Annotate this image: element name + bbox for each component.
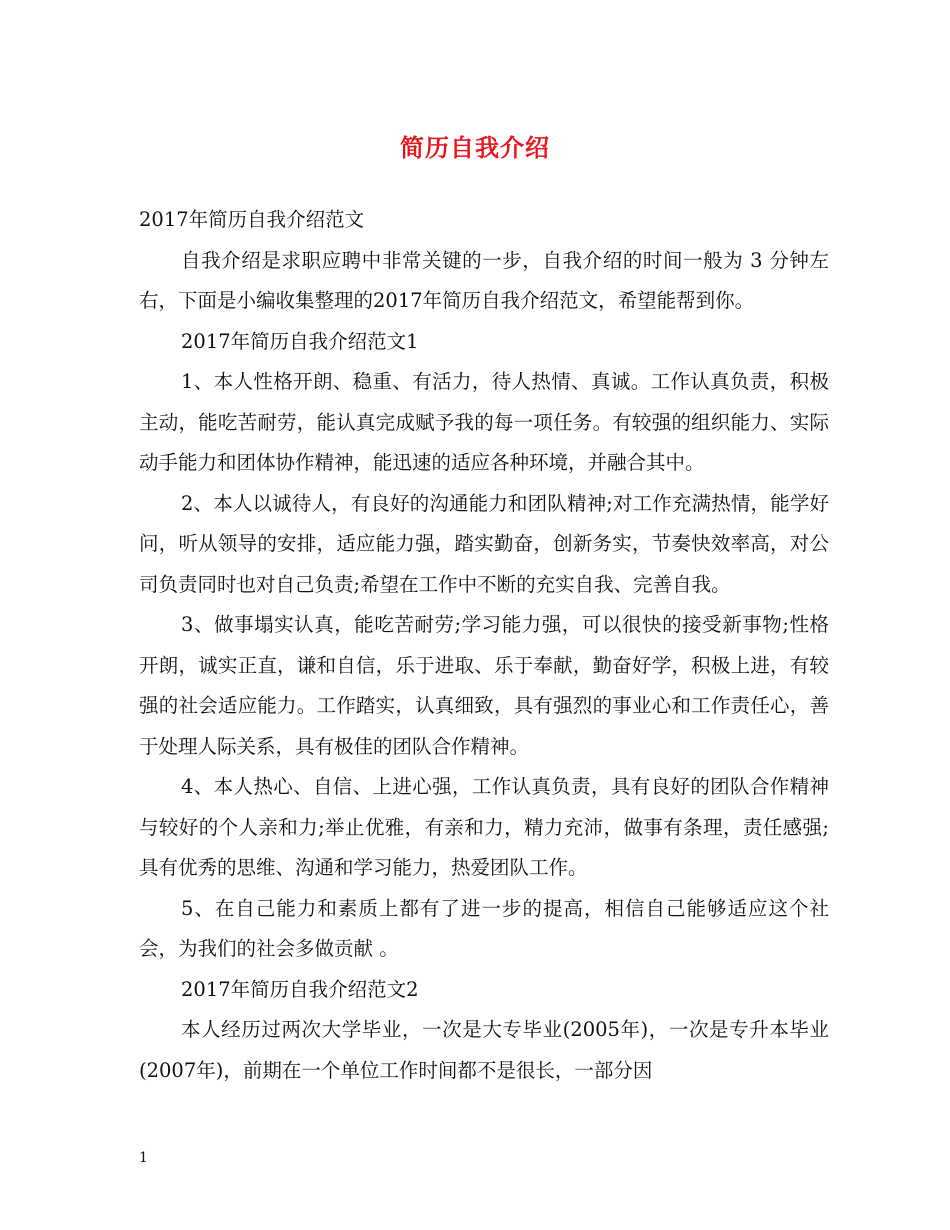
body-paragraph: 5、在自己能力和素质上都有了进一步的提高，相信自己能够适应这个社会，为我们的社会多做贡献 。 — [139, 896, 829, 960]
subsection-heading: 2017年简历自我介绍范文2 — [181, 977, 419, 1001]
body-paragraph: 3、做事塌实认真，能吃苦耐劳;学习能力强，可以很快的接受新事物;性格开朗，诚实正直，谦和自信，乐于进取、乐于奉献，勤奋好学，积极上进，有较强的社会适应能力。工作踏实，认真细致，具有强烈的事业心和工作责任心，善于处理人际关系，具有极佳的团队合作精神。 — [139, 613, 829, 758]
document-title: 简历自我介绍 — [400, 133, 550, 162]
section-heading: 2017年简历自我介绍范文 — [139, 208, 365, 231]
page-number: 1 — [139, 1150, 148, 1166]
body-paragraph: 1、本人性格开朗、稳重、有活力，待人热情、真诚。工作认真负责，积极主动，能吃苦耐劳，能认真完成赋予我的每一项任务。有较强的组织能力、实际动手能力和团体协作精神，能迅速的适应各种环境，并融合其中。 — [139, 370, 829, 474]
body-paragraph: 2、本人以诚待人，有良好的沟通能力和团队精神;对工作充满热情，能学好问，听从领导的安排，适应能力强，踏实勤奋，创新务实，节奏快效率高，对公司负责同时也对自己负责;希望在工作中不断的充实自我、完善自我。 — [139, 491, 829, 596]
body-paragraph: 4、本人热心、自信、上进心强，工作认真负责，具有良好的团队合作精神与较好的个人亲和力;举止优雅，有亲和力，精力充沛，做事有条理，责任感强;具有优秀的思维、沟通和学习能力，热爱团队工作。 — [139, 775, 829, 879]
subsection-heading: 2017年简历自我介绍范文1 — [181, 329, 419, 353]
document-body — [139, 200, 829, 1091]
body-paragraph: 本人经历过两次大学毕业，一次是大专毕业(2005年)，一次是专升本毕业(2007年)，前期在一个单位工作时间都不是很长，一部分因 — [139, 1018, 829, 1082]
body-paragraph: 自我介绍是求职应聘中非常关键的一步，自我介绍的时间一般为 3 分钟左右，下面是小编收集整理的2017年简历自我介绍范文，希望能帮到你。 — [139, 248, 829, 312]
